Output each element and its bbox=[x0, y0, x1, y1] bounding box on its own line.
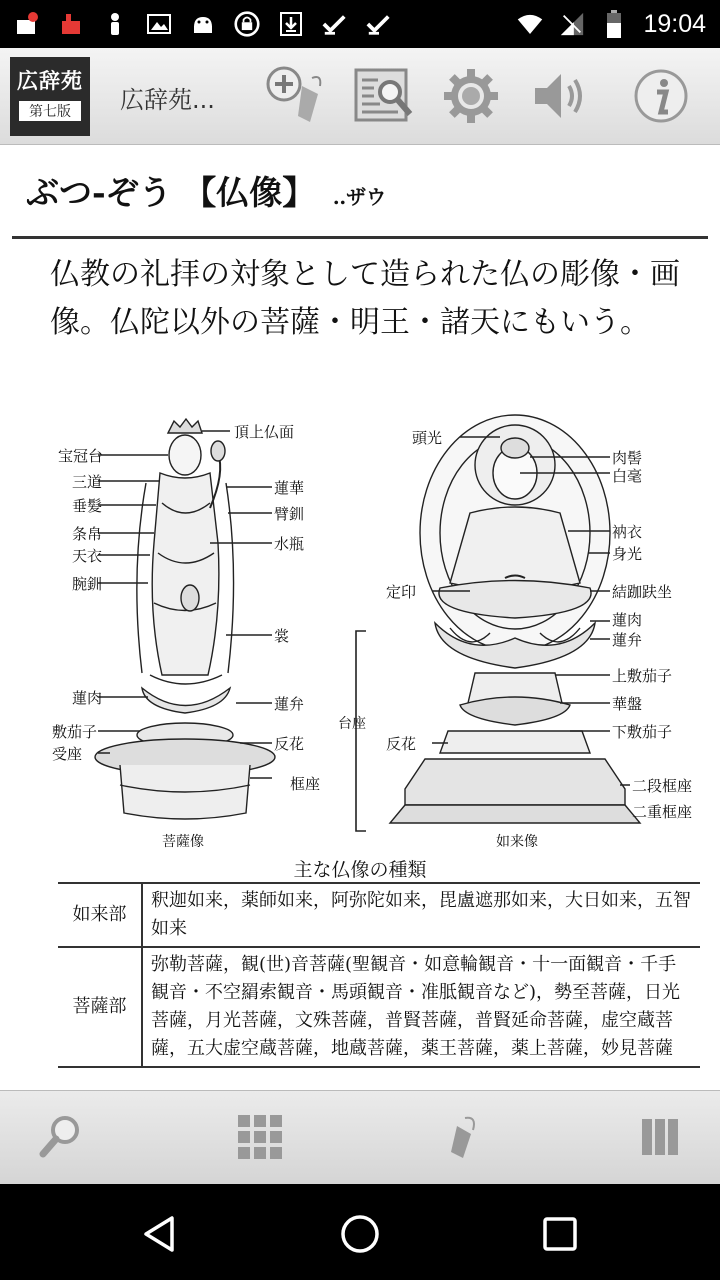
figure-label: 天衣 bbox=[72, 547, 103, 565]
android-icon bbox=[190, 11, 216, 37]
figure-label: 垂髪 bbox=[72, 497, 103, 515]
buddha-statue-illustration bbox=[50, 413, 710, 853]
figure-label: 框座 bbox=[290, 775, 321, 793]
figure-label: 衲衣 bbox=[612, 523, 643, 541]
statue-drawing bbox=[50, 413, 710, 853]
table-row bbox=[58, 883, 700, 947]
home-icon bbox=[338, 1212, 382, 1256]
figure-label: 二重框座 bbox=[632, 803, 693, 821]
info-button[interactable] bbox=[628, 64, 694, 128]
table-title: 主な仏像の種類 bbox=[293, 859, 427, 881]
figure-label: 上敷茄子 bbox=[612, 667, 673, 685]
lock-icon bbox=[234, 11, 260, 37]
download-icon bbox=[278, 11, 304, 37]
figure-label: 蓮肉 bbox=[612, 611, 643, 629]
table-content: 釈迦如来，薬師如来，阿弥陀如来，毘盧遮那如来，大日如来，五智如来 bbox=[142, 883, 700, 947]
tag-icon bbox=[435, 1112, 485, 1162]
battery-icon bbox=[601, 11, 627, 37]
table-category: 如来部 bbox=[58, 883, 142, 947]
audio-button[interactable] bbox=[526, 64, 592, 128]
entry-reading: ぶつ‐ぞう bbox=[26, 173, 172, 212]
wifi-icon bbox=[517, 11, 543, 37]
status-time: 19:04 bbox=[643, 9, 706, 38]
entry-divider bbox=[12, 236, 708, 239]
figure-label: 蓮弁 bbox=[612, 631, 643, 649]
recents-icon bbox=[540, 1214, 580, 1254]
app-title[interactable]: 広辞苑... bbox=[120, 86, 215, 114]
figure-label: 水瓶 bbox=[274, 535, 305, 553]
menu-grid-button[interactable] bbox=[230, 1109, 290, 1165]
bottom-toolbar bbox=[0, 1090, 720, 1184]
entry-definition: 仏教の礼拝の対象として造られた仏の彫像・画像。仏陀以外の菩薩・明王・諸天にもいう。 bbox=[50, 257, 680, 340]
figure-label: 裳 bbox=[274, 627, 290, 645]
figure-label: 蓮肉 bbox=[72, 689, 103, 707]
image-icon bbox=[146, 11, 172, 37]
search-button[interactable] bbox=[30, 1109, 90, 1165]
figure-caption-left: 菩薩像 bbox=[162, 834, 204, 850]
figure-label: 肉髻 bbox=[612, 449, 643, 467]
grid-icon bbox=[236, 1113, 284, 1161]
table-category: 菩薩部 bbox=[58, 947, 142, 1067]
app-logo[interactable] bbox=[10, 57, 90, 136]
dictionary-entry bbox=[0, 145, 720, 1090]
table-content: 弥勒菩薩，観(世)音菩薩(聖観音・如意輪観音・十一面観音・千手観音・不空羂索観音・馬頭観音・准胝観音など)，勢至菩薩，日光菩薩，月光菩薩，文殊菩薩，普賢菩薩，普賢延命菩薩，虚空蔵菩薩，五大虚空蔵菩薩，地蔵菩薩，薬王菩薩，薬上菩薩，妙見菩薩 bbox=[142, 947, 700, 1067]
bookmarks-button[interactable] bbox=[430, 1109, 490, 1165]
figure-label: 二段框座 bbox=[632, 777, 693, 795]
figure-caption-right: 如来像 bbox=[496, 834, 538, 850]
figure-label: 反花 bbox=[386, 735, 417, 753]
app-toolbar bbox=[0, 48, 720, 145]
search-text-button[interactable] bbox=[350, 64, 416, 128]
navigation-bar bbox=[0, 1184, 720, 1280]
check-icon bbox=[322, 11, 348, 37]
entry-kanji: 【仏像】 bbox=[183, 173, 316, 212]
figure-label: 腕釧 bbox=[72, 575, 103, 593]
info-icon bbox=[631, 66, 691, 126]
logo-title: 広辞苑 bbox=[17, 68, 83, 93]
figure-label: 宝冠台 bbox=[58, 447, 104, 465]
recents-button[interactable] bbox=[534, 1208, 586, 1260]
figure-label: 華盤 bbox=[612, 695, 643, 713]
entry-headword bbox=[26, 167, 386, 214]
back-button[interactable] bbox=[134, 1208, 186, 1260]
figure-label: 条帛 bbox=[72, 525, 103, 543]
add-tag-icon bbox=[262, 64, 328, 128]
search-document-icon bbox=[350, 64, 416, 128]
entry-sub-reading: ‥ザウ bbox=[332, 185, 387, 209]
settings-button[interactable] bbox=[438, 64, 504, 128]
figure-label: 蓮華 bbox=[274, 479, 305, 497]
app-icon bbox=[58, 11, 84, 37]
figure-label: 定印 bbox=[386, 583, 417, 601]
figure-label: 反花 bbox=[274, 735, 305, 753]
figure-label: 受座 bbox=[52, 745, 83, 763]
columns-icon bbox=[640, 1115, 680, 1159]
figure-label: 三道 bbox=[72, 473, 103, 491]
figure-label: 臂釧 bbox=[274, 505, 305, 523]
gear-icon bbox=[441, 66, 501, 126]
person-icon bbox=[102, 11, 128, 37]
search-icon bbox=[35, 1112, 85, 1162]
logo-edition: 第七版 bbox=[19, 101, 81, 121]
add-bookmark-button[interactable] bbox=[262, 64, 328, 128]
check-icon bbox=[366, 11, 392, 37]
figure-label: 敷茄子 bbox=[52, 723, 98, 741]
figure-label: 白毫 bbox=[612, 467, 643, 485]
columns-button[interactable] bbox=[630, 1109, 690, 1165]
figure-label: 頭光 bbox=[412, 429, 443, 447]
signal-icon bbox=[559, 11, 585, 37]
back-icon bbox=[140, 1214, 180, 1254]
status-bar bbox=[0, 0, 720, 48]
figure-label: 結跏趺坐 bbox=[612, 583, 673, 601]
notification-icon bbox=[14, 11, 40, 37]
figure-label: 頂上仏面 bbox=[234, 423, 295, 441]
figure-label: 身光 bbox=[612, 545, 643, 563]
speaker-icon bbox=[529, 66, 589, 126]
table-row bbox=[58, 947, 700, 1067]
figure-label: 蓮弁 bbox=[274, 695, 305, 713]
figure-label: 下敷茄子 bbox=[612, 723, 673, 741]
home-button[interactable] bbox=[334, 1208, 386, 1260]
figure-label: 台座 bbox=[338, 716, 366, 732]
buddha-types-table bbox=[58, 882, 700, 1068]
